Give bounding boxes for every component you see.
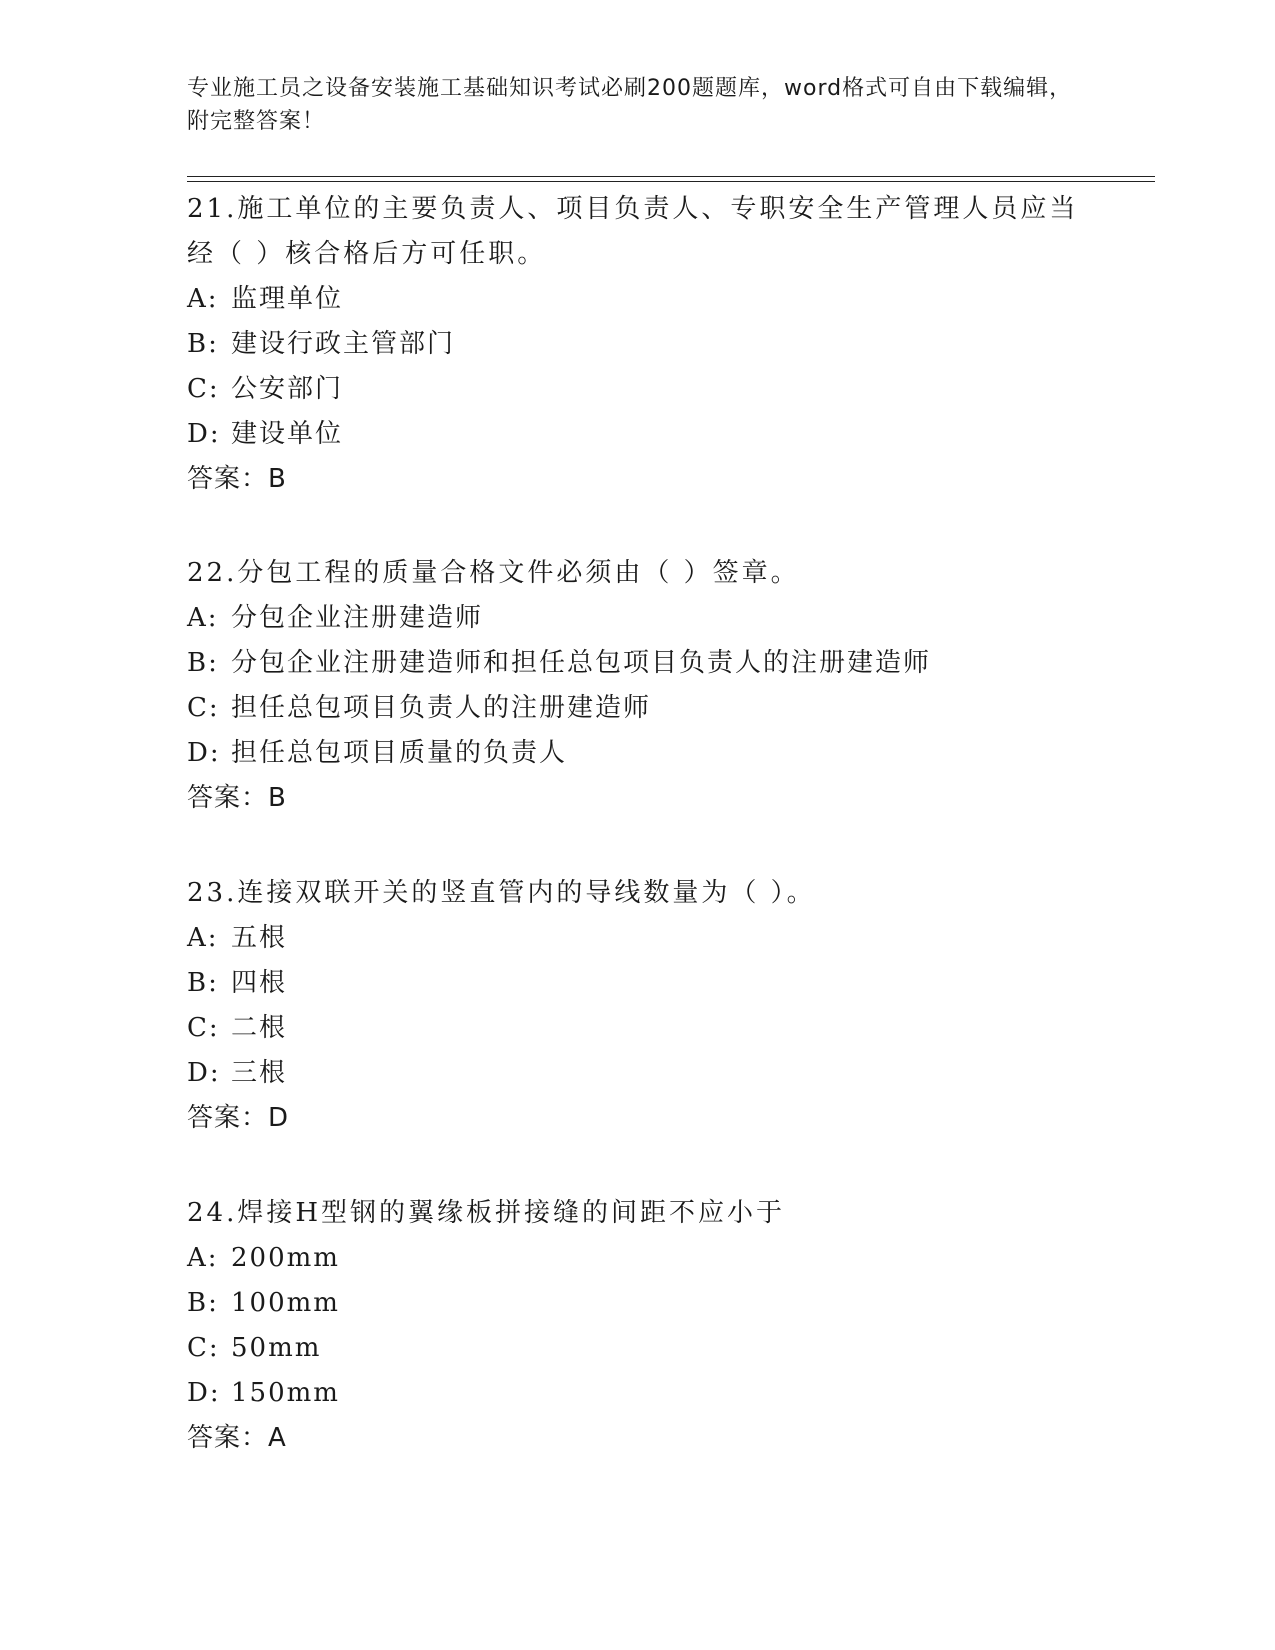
- option-c: [187, 1326, 1087, 1371]
- option-b: [187, 961, 1087, 1006]
- option-text: 四根: [231, 968, 288, 998]
- option-a: [187, 277, 1087, 322]
- option-letter: B:: [187, 329, 219, 359]
- option-text: 担任总包项目质量的负责人: [231, 738, 568, 768]
- question-24: [187, 1191, 1087, 1461]
- option-b: [187, 1281, 1087, 1326]
- option-text: 公安部门: [231, 374, 344, 404]
- option-letter: D:: [187, 419, 221, 449]
- option-text: 50mm: [231, 1333, 322, 1363]
- option-text: 建设行政主管部门: [231, 329, 456, 359]
- question-stem: 21.施工单位的主要负责人、项目负责人、专职安全生产管理人员应当经（ ）核合格后方可任职。: [187, 194, 1079, 269]
- option-text: 100mm: [231, 1288, 340, 1318]
- option-text: 五根: [231, 923, 288, 953]
- option-letter: B:: [187, 968, 219, 998]
- answer-line: 答案：A: [187, 1423, 287, 1453]
- option-d: [187, 412, 1087, 457]
- option-letter: D:: [187, 1058, 221, 1088]
- option-text: 200mm: [231, 1243, 340, 1273]
- option-letter: A:: [187, 284, 219, 314]
- option-text: 150mm: [231, 1378, 340, 1408]
- option-letter: C:: [187, 374, 220, 404]
- option-letter: D:: [187, 1378, 221, 1408]
- option-c: [187, 1006, 1087, 1051]
- option-a: [187, 1236, 1087, 1281]
- option-letter: C:: [187, 1013, 220, 1043]
- option-letter: C:: [187, 1333, 220, 1363]
- option-text: 分包企业注册建造师和担任总包项目负责人的注册建造师: [231, 648, 932, 678]
- option-letter: D:: [187, 738, 221, 768]
- option-c: [187, 367, 1087, 412]
- header-divider-top: [187, 176, 1155, 177]
- option-letter: B:: [187, 648, 219, 678]
- option-b: [187, 641, 1087, 686]
- option-letter: A:: [187, 1243, 219, 1273]
- option-d: [187, 731, 1087, 776]
- option-text: 分包企业注册建造师: [231, 603, 484, 633]
- question-21: [187, 187, 1087, 502]
- question-stem: 23.连接双联开关的竖直管内的导线数量为（ ）。: [187, 878, 816, 908]
- option-letter: B:: [187, 1288, 219, 1318]
- option-text: 建设单位: [231, 419, 344, 449]
- question-23: [187, 871, 1087, 1141]
- document-header: 专业施工员之设备安装施工基础知识考试必刷200题题库，word格式可自由下载编辑，附完整答案！: [187, 76, 1073, 134]
- answer-line: 答案：B: [187, 783, 287, 813]
- answer-line: 答案：B: [187, 464, 287, 494]
- option-text: 三根: [231, 1058, 288, 1088]
- option-c: [187, 686, 1087, 731]
- option-letter: A:: [187, 923, 219, 953]
- option-text: 担任总包项目负责人的注册建造师: [231, 693, 652, 723]
- option-b: [187, 322, 1087, 367]
- option-text: 二根: [231, 1013, 288, 1043]
- header-divider-bottom: [187, 181, 1155, 182]
- option-d: [187, 1371, 1087, 1416]
- option-letter: C:: [187, 693, 220, 723]
- question-22: [187, 551, 1087, 821]
- option-letter: A:: [187, 603, 219, 633]
- option-a: [187, 916, 1087, 961]
- option-d: [187, 1051, 1087, 1096]
- question-stem: 24.焊接H型钢的翼缘板拼接缝的间距不应小于: [187, 1198, 786, 1228]
- option-a: [187, 596, 1087, 641]
- option-text: 监理单位: [231, 284, 344, 314]
- answer-line: 答案：D: [187, 1103, 290, 1133]
- question-stem: 22.分包工程的质量合格文件必须由（ ）签章。: [187, 558, 800, 588]
